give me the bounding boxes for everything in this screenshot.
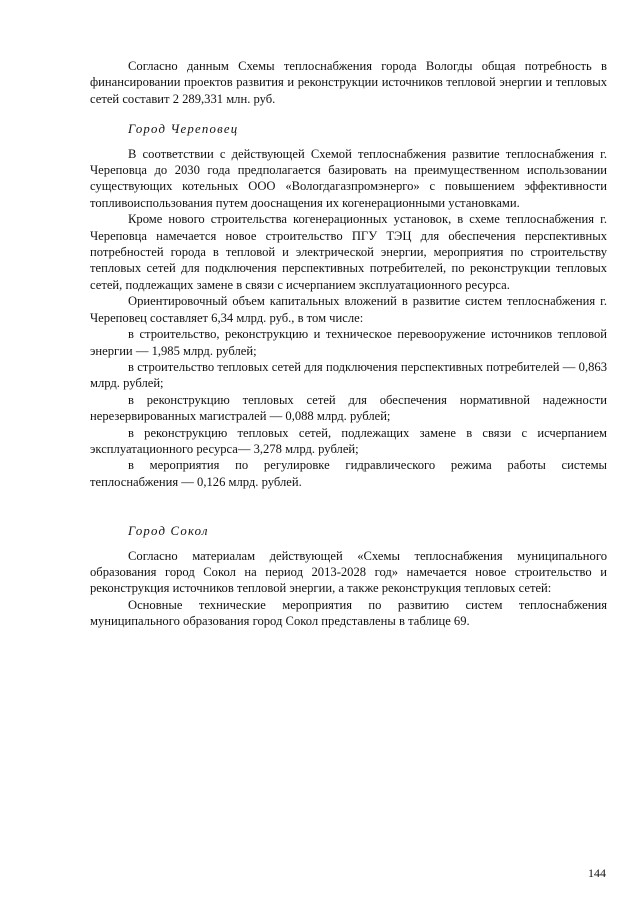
investment-list-item: в мероприятия по регулировке гидравлического режима работы системы теплоснабжения — 0,126 млрд. рублей.	[90, 458, 607, 489]
spacer	[90, 138, 607, 146]
spacer	[90, 540, 607, 548]
investment-list-item: в реконструкцию тепловых сетей для обеспечения нормативной надежности нерезервированных магистралей — 0,088 млрд. рублей;	[90, 392, 607, 424]
section-heading-cherepovets: Город Череповец	[128, 122, 239, 137]
sokol-paragraph-2: Основные технические мероприятия по развитию систем теплоснабжения муниципального образования город Сокол представлены в таблице 69.	[90, 597, 607, 629]
investment-list-item: в строительство, реконструкцию и техническое перевооружение источников тепловой энергии — 1,985 млрд. рублей;	[90, 327, 607, 358]
investment-list-item: в реконструкцию тепловых сетей, подлежащих замене в связи с исчерпанием эксплуатационного ресурса— 3,278 млрд. рублей;	[90, 425, 607, 456]
page-number: 144	[588, 866, 606, 880]
spacer	[90, 490, 607, 523]
vologda-paragraph: Согласно данным Схемы теплоснабжения города Вологды общая потребность в финансировании проектов развития и реконструкции источников тепловой энергии и тепловых сетей составит 2 289,331 млн. руб.	[90, 59, 607, 106]
sokol-paragraph-1: Согласно материалам действующей «Схемы теплоснабжения муниципального образования город Сокол на период 2013-2028 год» намечается новое строительство и реконструкция источников тепловой энергии, а также реконструкция тепловых сетей:	[90, 548, 607, 596]
cherepovets-paragraph-1: В соответствии с действующей Схемой теплоснабжения развитие теплоснабжения г. Череповца до 2030 года предполагается базировать на преимущественном использовании существующих котельных ООО «Вологдагазпромэнерго» с повышением эффективности топливоиспользования путем дооснащения их когенерационными установками.	[90, 146, 607, 210]
document-page	[90, 58, 607, 630]
cherepovets-paragraph-2: Кроме нового строительства когенерационных установок, в схеме теплоснабжения г. Череповца намечается новое строительство ПГУ ТЭЦ для обеспечения перспективных потребностей города в тепловой и электрической энергии, мероприятия по строительству тепловых сетей для подключения перспективных потребителей, по реконструкции тепловых сетей, подлежащих замене в связи с исчерпанием эксплуатационного ресурса.	[90, 212, 607, 292]
cherepovets-paragraph-3: Ориентировочный объем капитальных вложений в развитие систем теплоснабжения г. Череповец составляет 6,34 млрд. руб., в том числе:	[90, 294, 607, 325]
spacer	[90, 107, 607, 121]
section-heading-sokol: Город Сокол	[128, 524, 209, 539]
investment-list-item: в строительство тепловых сетей для подключения перспективных потребителей — 0,863 млрд. рублей;	[90, 359, 607, 391]
